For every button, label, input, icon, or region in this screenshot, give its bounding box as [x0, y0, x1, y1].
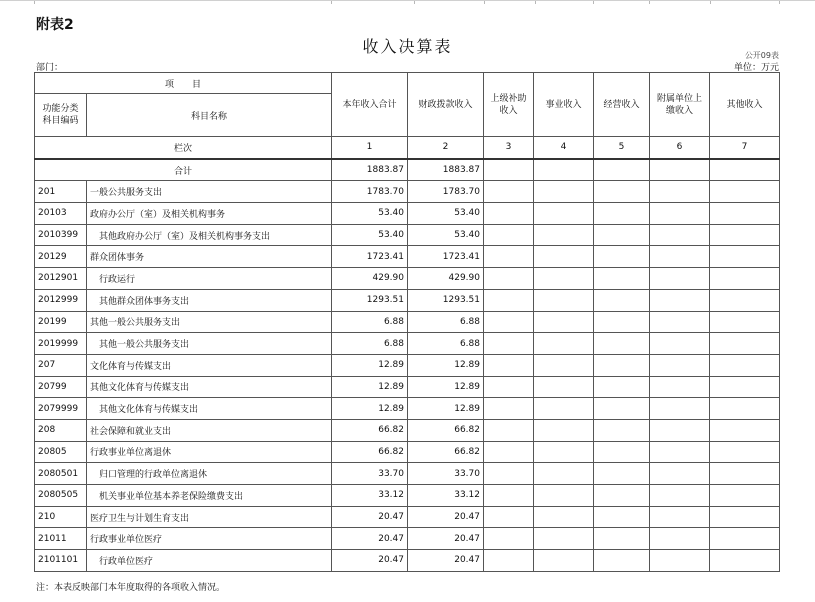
- func-code-cell: 20199: [35, 311, 87, 333]
- func-code-cell: 2019999: [35, 333, 87, 355]
- empty-cell: [594, 528, 650, 550]
- grid-tick: [484, 1, 485, 4]
- grid-tick: [593, 1, 594, 4]
- grid-tick: [649, 1, 650, 4]
- table-row: [35, 181, 780, 203]
- empty-cell: [710, 311, 780, 333]
- empty-cell: [484, 506, 534, 528]
- empty-cell: [650, 181, 710, 203]
- empty-cell: [650, 268, 710, 290]
- total-income-cell: 6.88: [332, 311, 408, 333]
- empty-cell: [710, 506, 780, 528]
- empty-cell: [534, 224, 594, 246]
- empty-cell: [484, 224, 534, 246]
- fiscal-income-cell: 12.89: [408, 398, 484, 420]
- attachment-label: 附表2: [36, 17, 74, 33]
- empty-cell: [594, 333, 650, 355]
- empty-cell: [710, 463, 780, 485]
- column-number: 1: [332, 137, 408, 159]
- empty-cell: [594, 289, 650, 311]
- empty-cell: [594, 419, 650, 441]
- total-income-cell: 429.90: [332, 268, 408, 290]
- empty-cell: [594, 441, 650, 463]
- total-income-cell: 66.82: [332, 441, 408, 463]
- fiscal-income-cell: 33.70: [408, 463, 484, 485]
- empty-cell: [650, 528, 710, 550]
- empty-cell: [650, 376, 710, 398]
- fiscal-income-cell: 53.40: [408, 224, 484, 246]
- empty-cell: [594, 463, 650, 485]
- total-income-cell: 66.82: [332, 419, 408, 441]
- func-code-cell: 20103: [35, 203, 87, 225]
- func-code-cell: 2010399: [35, 224, 87, 246]
- func-code-cell: 20129: [35, 246, 87, 268]
- subject-name-cell: 其他一般公共服务支出: [87, 311, 332, 333]
- header-row-1: [35, 73, 780, 94]
- fiscal-income-cell: 1783.70: [408, 181, 484, 203]
- func-code-cell: 20799: [35, 376, 87, 398]
- empty-cell: [484, 268, 534, 290]
- empty-cell: [594, 181, 650, 203]
- empty-cell: [594, 246, 650, 268]
- column-number: 6: [650, 137, 710, 159]
- func-code-cell: 2080501: [35, 463, 87, 485]
- empty-cell: [710, 203, 780, 225]
- empty-cell: [534, 268, 594, 290]
- fiscal-income-cell: 66.82: [408, 441, 484, 463]
- subject-name-cell: 行政单位医疗: [87, 550, 332, 572]
- table-row: [35, 463, 780, 485]
- empty-cell: [534, 289, 594, 311]
- total-income-cell: 20.47: [332, 528, 408, 550]
- empty-cell: [484, 311, 534, 333]
- subject-name-cell: 其他政府办公厅（室）及相关机构事务支出: [87, 224, 332, 246]
- unit-label: 单位：万元: [733, 63, 779, 73]
- empty-cell: [534, 354, 594, 376]
- total-income-cell: 6.88: [332, 333, 408, 355]
- empty-cell: [594, 268, 650, 290]
- fiscal-income-cell: 20.47: [408, 528, 484, 550]
- empty-cell: [710, 550, 780, 572]
- subject-name-cell: 政府办公厅（室）及相关机构事务: [87, 203, 332, 225]
- fiscal-income-cell: 33.12: [408, 485, 484, 507]
- table-row: [35, 441, 780, 463]
- empty-cell: [534, 550, 594, 572]
- func-code-cell: 21011: [35, 528, 87, 550]
- grid-tick: [34, 1, 35, 4]
- empty-cell: [710, 246, 780, 268]
- subject-name-cell: 其他文化体育与传媒支出: [87, 398, 332, 420]
- empty-cell: [534, 463, 594, 485]
- empty-cell: [710, 441, 780, 463]
- table-row: [35, 268, 780, 290]
- table-row: [35, 550, 780, 572]
- col-header-operating-income: 经营收入: [594, 73, 650, 137]
- func-code-cell: 2080505: [35, 485, 87, 507]
- empty-cell: [534, 485, 594, 507]
- func-code-cell: 2101101: [35, 550, 87, 572]
- empty-cell: [534, 203, 594, 225]
- empty-cell: [594, 224, 650, 246]
- empty-cell: [594, 398, 650, 420]
- total-row: [35, 159, 780, 181]
- total-income-cell: 20.47: [332, 550, 408, 572]
- fiscal-income-cell: 6.88: [408, 333, 484, 355]
- fiscal-income-cell: 6.88: [408, 311, 484, 333]
- empty-cell: [594, 506, 650, 528]
- subject-name-cell: 社会保障和就业支出: [87, 419, 332, 441]
- empty-cell: [650, 289, 710, 311]
- empty-cell: [484, 333, 534, 355]
- subject-name-cell: 医疗卫生与计划生育支出: [87, 506, 332, 528]
- column-order-label: 栏次: [35, 137, 332, 159]
- empty-cell: [710, 333, 780, 355]
- empty-cell: [484, 441, 534, 463]
- subject-name-cell: 行政事业单位医疗: [87, 528, 332, 550]
- table-row: [35, 311, 780, 333]
- total-income-cell: 33.12: [332, 485, 408, 507]
- empty-cell: [710, 376, 780, 398]
- table-row: [35, 333, 780, 355]
- fiscal-income-cell: 429.90: [408, 268, 484, 290]
- empty-cell: [534, 333, 594, 355]
- fiscal-income-cell: 12.89: [408, 354, 484, 376]
- total-income-cell: 1723.41: [332, 246, 408, 268]
- subject-name-cell: 其他文化体育与传媒支出: [87, 376, 332, 398]
- empty-cell: [650, 354, 710, 376]
- empty-cell: [710, 224, 780, 246]
- empty-cell: [650, 398, 710, 420]
- total-income-cell: 12.89: [332, 354, 408, 376]
- empty-cell: [484, 354, 534, 376]
- column-number: 4: [534, 137, 594, 159]
- func-code-cell: 210: [35, 506, 87, 528]
- empty-cell: [650, 203, 710, 225]
- subject-name-cell: 群众团体事务: [87, 246, 332, 268]
- empty-cell: [484, 419, 534, 441]
- empty-cell: [710, 181, 780, 203]
- column-number: 7: [710, 137, 780, 159]
- total-income-cell: 12.89: [332, 376, 408, 398]
- fiscal-income-cell: 20.47: [408, 550, 484, 572]
- empty-cell: [484, 463, 534, 485]
- empty-cell: [484, 550, 534, 572]
- empty-cell: [650, 333, 710, 355]
- col-header-total-income: 本年收入合计: [332, 73, 408, 137]
- empty-cell: [534, 246, 594, 268]
- empty-cell: [484, 528, 534, 550]
- total-value-1: 1883.87: [332, 159, 408, 181]
- empty-cell: [534, 398, 594, 420]
- total-income-cell: 1293.51: [332, 289, 408, 311]
- subject-name-header: 科目名称: [87, 94, 332, 137]
- fiscal-income-cell: 1293.51: [408, 289, 484, 311]
- subject-name-cell: 行政事业单位离退休: [87, 441, 332, 463]
- empty-cell: [534, 528, 594, 550]
- col-header-superior-subsidy: 上级补助 收入: [484, 73, 534, 137]
- empty-cell: [534, 311, 594, 333]
- column-number: 2: [408, 137, 484, 159]
- grid-tick: [710, 1, 711, 4]
- empty-cell: [650, 419, 710, 441]
- empty-cell: [484, 376, 534, 398]
- subject-name-cell: 其他群众团体事务支出: [87, 289, 332, 311]
- empty-cell: [594, 376, 650, 398]
- empty-cell: [650, 246, 710, 268]
- empty-cell: [650, 550, 710, 572]
- table-row: [35, 246, 780, 268]
- empty-cell: [594, 485, 650, 507]
- top-border-line: [0, 0, 815, 3]
- project-header: 项 目: [35, 73, 332, 94]
- empty-cell: [534, 376, 594, 398]
- empty-cell: [710, 485, 780, 507]
- department-label: 部门：: [36, 63, 64, 73]
- public-table-label: 公开09表: [744, 51, 779, 60]
- empty-cell: [484, 485, 534, 507]
- col-header-business-income: 事业收入: [534, 73, 594, 137]
- empty-cell: [484, 203, 534, 225]
- grid-tick: [535, 1, 536, 4]
- column-number-row: [35, 137, 780, 159]
- empty-cell: [710, 268, 780, 290]
- total-income-cell: 1783.70: [332, 181, 408, 203]
- func-code-cell: 2012901: [35, 268, 87, 290]
- empty-cell: [650, 463, 710, 485]
- total-income-cell: 12.89: [332, 398, 408, 420]
- table-row: [35, 354, 780, 376]
- fiscal-income-cell: 12.89: [408, 376, 484, 398]
- fiscal-income-cell: 20.47: [408, 506, 484, 528]
- empty-cell: [484, 398, 534, 420]
- subject-name-cell: 归口管理的行政单位离退休: [87, 463, 332, 485]
- empty-cell: [594, 354, 650, 376]
- empty-cell: [650, 506, 710, 528]
- total-income-cell: 53.40: [332, 203, 408, 225]
- empty-cell: [594, 311, 650, 333]
- empty-cell: [484, 289, 534, 311]
- footnote: 注：本表反映部门本年度取得的各项收入情况。: [36, 583, 226, 593]
- table-row: [35, 528, 780, 550]
- func-code-cell: 2079999: [35, 398, 87, 420]
- subject-name-cell: 其他一般公共服务支出: [87, 333, 332, 355]
- table-row: [35, 289, 780, 311]
- table-row: [35, 224, 780, 246]
- empty-cell: [710, 419, 780, 441]
- fiscal-income-cell: 1723.41: [408, 246, 484, 268]
- total-income-cell: 53.40: [332, 224, 408, 246]
- fiscal-income-cell: 53.40: [408, 203, 484, 225]
- grid-tick: [779, 1, 780, 4]
- empty-cell: [594, 550, 650, 572]
- empty-cell: [710, 398, 780, 420]
- table-row: [35, 203, 780, 225]
- col-header-affiliated-income: 附属单位上 缴收入: [650, 73, 710, 137]
- empty-cell: [484, 181, 534, 203]
- col-header-other-income: 其他收入: [710, 73, 780, 137]
- func-code-cell: 207: [35, 354, 87, 376]
- table-row: [35, 506, 780, 528]
- empty-cell: [534, 181, 594, 203]
- table-row: [35, 376, 780, 398]
- total-income-cell: 33.70: [332, 463, 408, 485]
- table-row: [35, 485, 780, 507]
- empty-cell: [534, 419, 594, 441]
- empty-cell: [484, 246, 534, 268]
- subject-name-cell: 文化体育与传媒支出: [87, 354, 332, 376]
- income-table: [34, 72, 780, 572]
- column-number: 5: [594, 137, 650, 159]
- empty-cell: [650, 441, 710, 463]
- func-code-header: 功能分类 科目编码: [35, 94, 87, 137]
- total-income-cell: 20.47: [332, 506, 408, 528]
- empty-cell: [710, 289, 780, 311]
- grid-tick: [414, 1, 415, 4]
- func-code-cell: 201: [35, 181, 87, 203]
- subject-name-cell: 机关事业单位基本养老保险缴费支出: [87, 485, 332, 507]
- col-header-fiscal-income: 财政拨款收入: [408, 73, 484, 137]
- empty-cell: [650, 224, 710, 246]
- empty-cell: [534, 441, 594, 463]
- column-number: 3: [484, 137, 534, 159]
- subject-name-cell: 一般公共服务支出: [87, 181, 332, 203]
- fiscal-income-cell: 66.82: [408, 419, 484, 441]
- empty-cell: [594, 203, 650, 225]
- empty-cell: [534, 506, 594, 528]
- empty-cell: [650, 485, 710, 507]
- func-code-cell: 208: [35, 419, 87, 441]
- page-title: 收入决算表: [362, 37, 453, 56]
- table-row: [35, 419, 780, 441]
- subject-name-cell: 行政运行: [87, 268, 332, 290]
- empty-cell: [710, 354, 780, 376]
- grid-tick: [331, 1, 332, 4]
- empty-cell: [710, 528, 780, 550]
- total-label: 合计: [35, 159, 332, 181]
- func-code-cell: 20805: [35, 441, 87, 463]
- total-value-2: 1883.87: [408, 159, 484, 181]
- func-code-cell: 2012999: [35, 289, 87, 311]
- empty-cell: [650, 311, 710, 333]
- table-row: [35, 398, 780, 420]
